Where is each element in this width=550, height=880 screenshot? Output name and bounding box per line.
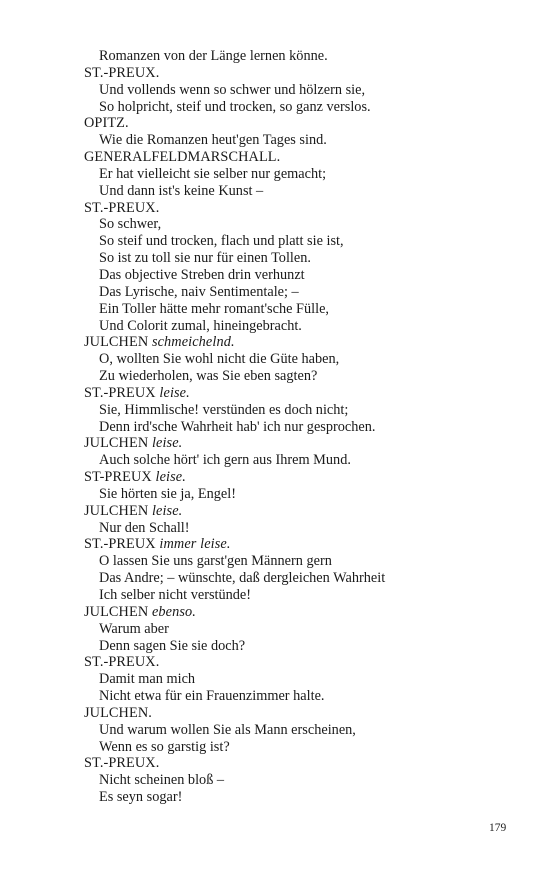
verse-text: Wie die Romanzen heut'gen Tages sind. <box>99 132 327 149</box>
verse-text: So holpricht, steif und trocken, so ganz verslos. <box>99 98 371 115</box>
speaker-name: JULCHEN <box>84 502 149 519</box>
verse-text: So ist zu toll sie nur für einen Tollen. <box>99 250 311 267</box>
verse-line <box>84 82 514 99</box>
speaker-name: ST.-PREUX. <box>84 654 160 671</box>
verse-line <box>84 99 514 116</box>
verse-text: Und warum wollen Sie als Mann erscheinen, <box>99 721 356 738</box>
verse-line <box>84 301 514 318</box>
verse-text: Auch solche hört' ich gern aus Ihrem Mund. <box>99 452 351 469</box>
verse-line <box>84 486 514 503</box>
verse-line <box>84 671 514 688</box>
verse-text: Romanzen von der Länge lernen könne. <box>99 48 328 64</box>
speaker-line <box>84 755 514 772</box>
speaker-line <box>84 604 514 621</box>
verse-line <box>84 587 514 604</box>
play-text <box>84 48 514 806</box>
verse-line <box>84 688 514 705</box>
verse-text: Das objective Streben drin verhunzt <box>99 266 305 283</box>
verse-line <box>84 638 514 655</box>
verse-text: Das Andre; – wünschte, daß dergleichen Wahrheit <box>99 570 386 587</box>
verse-line <box>84 789 514 806</box>
stage-direction: leise. <box>155 469 186 486</box>
speaker-line <box>84 435 514 452</box>
stage-direction: leise. <box>159 384 190 401</box>
verse-line <box>84 402 514 419</box>
speaker-name: JULCHEN. <box>84 704 152 721</box>
speaker-line <box>84 385 514 402</box>
verse-text: Denn ird'sche Wahrheit hab' ich nur gesprochen. <box>99 418 376 435</box>
verse-line <box>84 351 514 368</box>
stage-direction: leise. <box>151 435 183 452</box>
speaker-line <box>84 65 514 82</box>
verse-line <box>84 772 514 789</box>
verse-line <box>84 722 514 739</box>
speaker-line <box>84 536 514 553</box>
speaker-name: JULCHEN <box>84 603 149 620</box>
verse-text: Ein Toller hätte mehr romant'sche Fülle, <box>99 300 329 317</box>
verse-line <box>84 621 514 638</box>
speaker-name: GENERALFELDMARSCHALL. <box>84 149 281 166</box>
stage-direction: immer leise. <box>159 536 231 553</box>
verse-text: Das Lyrische, naiv Sentimentale; – <box>99 283 299 300</box>
speaker-line <box>84 469 514 486</box>
speaker-line <box>84 503 514 520</box>
verse-line <box>84 419 514 436</box>
verse-text: Er hat vielleicht sie selber nur gemacht; <box>99 165 327 182</box>
speaker-name: OPITZ. <box>84 115 129 132</box>
verse-line <box>84 570 514 587</box>
verse-text: Denn sagen Sie sie doch? <box>99 637 246 654</box>
speaker-name: JULCHEN <box>84 435 149 452</box>
speaker-line <box>84 115 514 132</box>
verse-line <box>84 318 514 335</box>
verse-text: Und vollends wenn so schwer und hölzern sie, <box>99 81 366 98</box>
speaker-line <box>84 705 514 722</box>
verse-text: Und dann ist's keine Kunst – <box>99 182 264 199</box>
verse-line <box>84 368 514 385</box>
verse-text: Warum aber <box>99 620 169 637</box>
verse-line <box>84 250 514 267</box>
speaker-name: ST.-PREUX. <box>84 199 160 216</box>
verse-line <box>84 183 514 200</box>
verse-line <box>84 216 514 233</box>
speaker-line <box>84 654 514 671</box>
verse-line <box>84 48 514 65</box>
speaker-name: ST.-PREUX <box>84 536 156 553</box>
verse-text: So steif und trocken, flach und platt sie ist, <box>99 233 344 250</box>
stage-direction: ebenso. <box>151 603 196 620</box>
page-number: 179 <box>489 822 507 834</box>
verse-line <box>84 166 514 183</box>
verse-text: Nicht etwa für ein Frauenzimmer halte. <box>99 688 325 705</box>
verse-text: Wenn es so garstig ist? <box>99 738 230 755</box>
speaker-line <box>84 200 514 217</box>
verse-text: O, wollten Sie wohl nicht die Güte haben, <box>99 351 340 368</box>
verse-text: Zu wiederholen, was Sie eben sagten? <box>99 368 318 385</box>
speaker-name: ST-PREUX <box>84 469 152 486</box>
verse-text: Nicht scheinen bloß – <box>99 772 225 789</box>
verse-line <box>84 267 514 284</box>
verse-text: So schwer, <box>99 216 162 233</box>
verse-text: Damit man mich <box>99 671 196 688</box>
speaker-line <box>84 149 514 166</box>
verse-line <box>84 452 514 469</box>
verse-line <box>84 233 514 250</box>
stage-direction: schmeichelnd. <box>151 334 235 351</box>
verse-line <box>84 132 514 149</box>
verse-text: Ich selber nicht verstünde! <box>99 587 252 603</box>
verse-text: Nur den Schall! <box>99 519 190 536</box>
stage-direction: leise. <box>151 502 183 519</box>
verse-text: Und Colorit zumal, hineingebracht. <box>99 317 302 334</box>
verse-text: Es seyn sogar! <box>99 789 183 806</box>
verse-line <box>84 553 514 570</box>
speaker-name: ST.-PREUX <box>84 384 156 401</box>
speaker-line <box>84 334 514 351</box>
speaker-name: ST.-PREUX. <box>84 755 160 772</box>
verse-line <box>84 284 514 301</box>
verse-line <box>84 739 514 756</box>
verse-text: Sie hörten sie ja, Engel! <box>99 485 236 502</box>
speaker-name: ST.-PREUX. <box>84 64 160 81</box>
speaker-name: JULCHEN <box>84 334 149 351</box>
verse-text: Sie, Himmlische! verstünden es doch nicht; <box>99 401 349 418</box>
verse-line <box>84 520 514 537</box>
verse-text: O lassen Sie uns garst'gen Männern gern <box>99 553 332 570</box>
